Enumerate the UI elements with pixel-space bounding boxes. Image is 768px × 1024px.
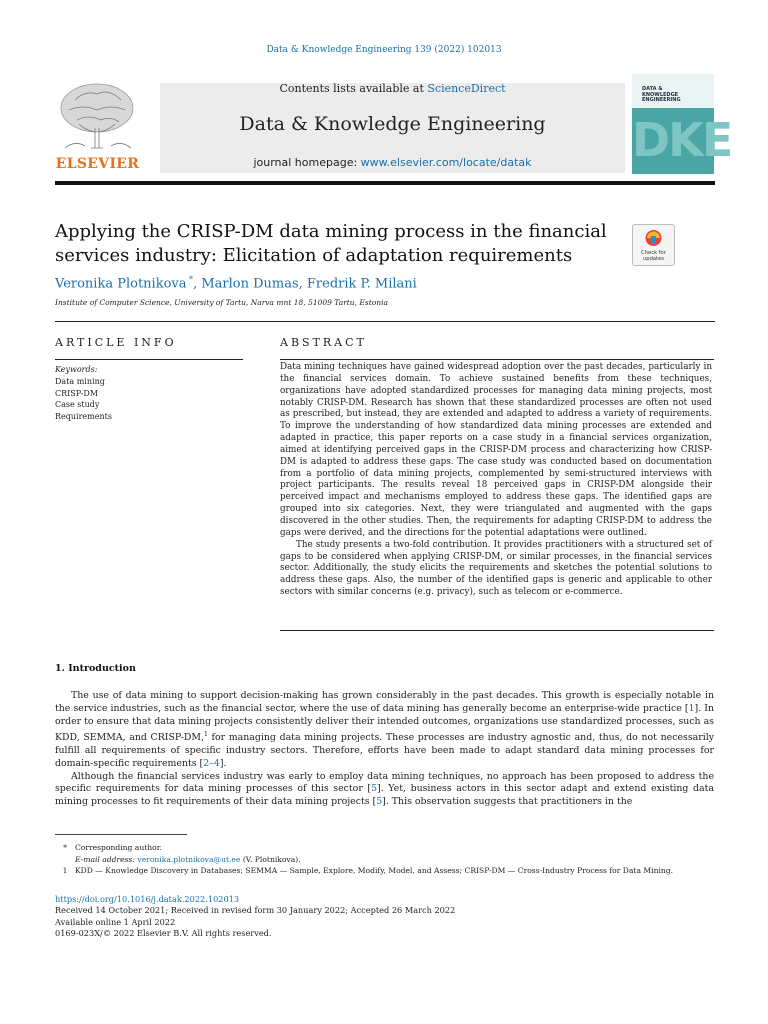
cover-dke-letters: DKE xyxy=(632,113,732,167)
abstract-text xyxy=(280,362,712,599)
keyword-item[interactable]: CRISP-DM xyxy=(55,388,99,398)
elsevier-wordmark: ELSEVIER xyxy=(55,156,140,172)
article-info-heading: ARTICLE INFO xyxy=(55,336,177,349)
abstract-paragraph: The study presents a two-fold contribution. It provides practitioners with a structured set of gaps to be considered when applying CRISP-DM, or similar processes, in the financial services sector. Additionally, the study elicits the requirements and sketches the potential solutions to address these gaps. Also, the number of the identified gaps is generic and applicable to other sectors with similar concerns (e.g. privacy), such as telecom or e-commerce. xyxy=(280,539,712,598)
publication-info xyxy=(55,894,455,939)
abstract-rule xyxy=(280,359,714,360)
footnote-email: E-mail address: veronika.plotnikova@ut.ee (V. Plotnikova). xyxy=(75,854,301,864)
author-name[interactable]: Marlon Dumas xyxy=(201,276,299,292)
corresponding-author-mark[interactable]: * xyxy=(186,275,194,284)
keyword-item[interactable]: Data mining xyxy=(55,376,105,386)
footnote-corresponding: * Corresponding author. xyxy=(63,843,162,852)
introduction-body xyxy=(55,690,714,809)
footnote-1: 1 KDD — Knowledge Discovery in Databases; SEMMA — Sample, Explore, Modify, Model, and Assess; CRISP-DM — Cross-Industry Process for Data Mining. xyxy=(62,866,674,875)
introduction-heading: 1. Introduction xyxy=(55,663,136,674)
homepage-line xyxy=(160,156,625,169)
svg-text:updates: updates xyxy=(643,256,664,262)
cover-title: DATA & KNOWLEDGE ENGINEERING xyxy=(642,86,681,103)
keyword-item[interactable]: Case study xyxy=(55,400,100,410)
footnote-ref-link[interactable]: 1 xyxy=(203,730,208,738)
citation-link[interactable]: 2–4 xyxy=(203,757,220,769)
keyword-item[interactable]: Requirements xyxy=(55,412,112,422)
article-title: Applying the CRISP-DM data mining process in the financial services industry: Elicitation of adaptation requirements xyxy=(55,221,607,266)
svg-text:Check for: Check for xyxy=(641,250,666,256)
citation-link[interactable]: 5 xyxy=(376,796,383,808)
check-for-updates-button[interactable] xyxy=(632,224,675,266)
journal-cover-image[interactable] xyxy=(632,74,732,174)
affiliation-divider xyxy=(55,321,715,322)
sciencedirect-link[interactable]: ScienceDirect xyxy=(427,82,506,95)
introduction-paragraph: The use of data mining to support decision-making has grown considerably in the past decades. This growth is especially notable in the service industries, such as the financial sector, where the use of data mining has generally become an enterprise-wide practice [1]. In order to ensure that data mining projects consistently deliver their intended outcomes, organizations use standardized processes, such as KDD, SEMMA, and CRISP-DM,$^1$ for managing data mining projects. These processes are industry agnostic and, thus, do not necessarily fulfill all requirements of specific industry sectors. Therefore, efforts have been made to adapt standard data mining processes for domain-specific requirements [2–4]. xyxy=(55,690,714,769)
author-affiliation: Institute of Computer Science, University of Tartu, Narva mnt 18, 51009 Tartu, Estonia xyxy=(55,298,388,307)
author-list: Veronika Plotnikova *, Marlon Dumas, Fredrik P. Milani xyxy=(55,275,417,292)
journal-homepage-link[interactable]: www.elsevier.com/locate/datak xyxy=(360,156,532,169)
available-online: Available online 1 April 2022 xyxy=(55,916,176,927)
keywords-block xyxy=(55,364,112,423)
footnotes xyxy=(55,842,715,877)
journal-name: Data & Knowledge Engineering xyxy=(239,113,546,135)
abstract-heading: ABSTRACT xyxy=(280,336,367,349)
journal-reference-link[interactable]: Data & Knowledge Engineering 139 (2022) 102013 xyxy=(266,45,502,55)
copyright: 0169-023X/© 2022 Elsevier B.V. All rights reserved. xyxy=(55,927,272,938)
check-updates-icon xyxy=(633,225,674,265)
contents-line xyxy=(160,82,625,95)
introduction-paragraph: Although the financial services industry was early to employ data mining techniques, no approach has been proposed to address the specific requirements for data mining processes of this sector [5]. Yet, business actors in this sector adapt and extend existing data mining processes to fit requirements of their data mining projects [5]. This observation suggests that practitioners in the xyxy=(55,770,714,808)
author-name[interactable]: Veronika Plotnikova xyxy=(55,276,187,292)
doi-link[interactable]: https://doi.org/10.1016/j.datak.2022.102013 xyxy=(55,894,240,904)
keywords-label: Keywords: xyxy=(55,365,98,374)
contents-prefix: Contents lists available at xyxy=(279,82,428,95)
abstract-bottom-rule xyxy=(280,630,714,631)
received-dates: Received 14 October 2021; Received in revised form 30 January 2022; Accepted 26 March 2022 xyxy=(55,905,456,916)
article-info-rule xyxy=(55,359,243,360)
abstract-paragraph: Data mining techniques have gained widespread adoption over the past decades, particularly in the financial services domain. To achieve sustained benefits from these techniques, organizations have adopted standardized processes for managing data mining projects, most notably CRISP-DM. Research has shown that these standardized processes are often not used as prescribed, but instead, they are extended and adapted to address a variety of requirements. To improve the understanding of how standardized data mining processes are extended and adapted in practice, this paper reports on a case study in a financial services organization, aimed at identifying perceived gaps in the CRISP-DM process and characterizing how CRISP-DM is adapted to address these gaps. The case study was conducted based on documentation from a portfolio of data mining projects, complemented by semi-structured interviews with project participants. The results reveal 18 perceived gaps in CRISP-DM alongside their perceived impact and mechanisms employed to address these gaps. The identified gaps are grouped into six categories. Next, they were triangulated and augmented with the gaps discovered in the other studies. Then, the requirements for adapting CRISP-DM to address the gaps were derived, and the directions for the potential adaptations were outlined. xyxy=(280,362,712,538)
author-email-link[interactable]: veronika.plotnikova@ut.ee xyxy=(137,854,241,864)
author-name[interactable]: Fredrik P. Milani xyxy=(306,276,417,292)
citation-link[interactable]: 1 xyxy=(688,702,695,714)
citation-link[interactable]: 5 xyxy=(371,783,378,795)
header-divider xyxy=(55,181,715,185)
footnote-divider xyxy=(55,834,187,835)
homepage-prefix: journal homepage: xyxy=(253,156,361,169)
